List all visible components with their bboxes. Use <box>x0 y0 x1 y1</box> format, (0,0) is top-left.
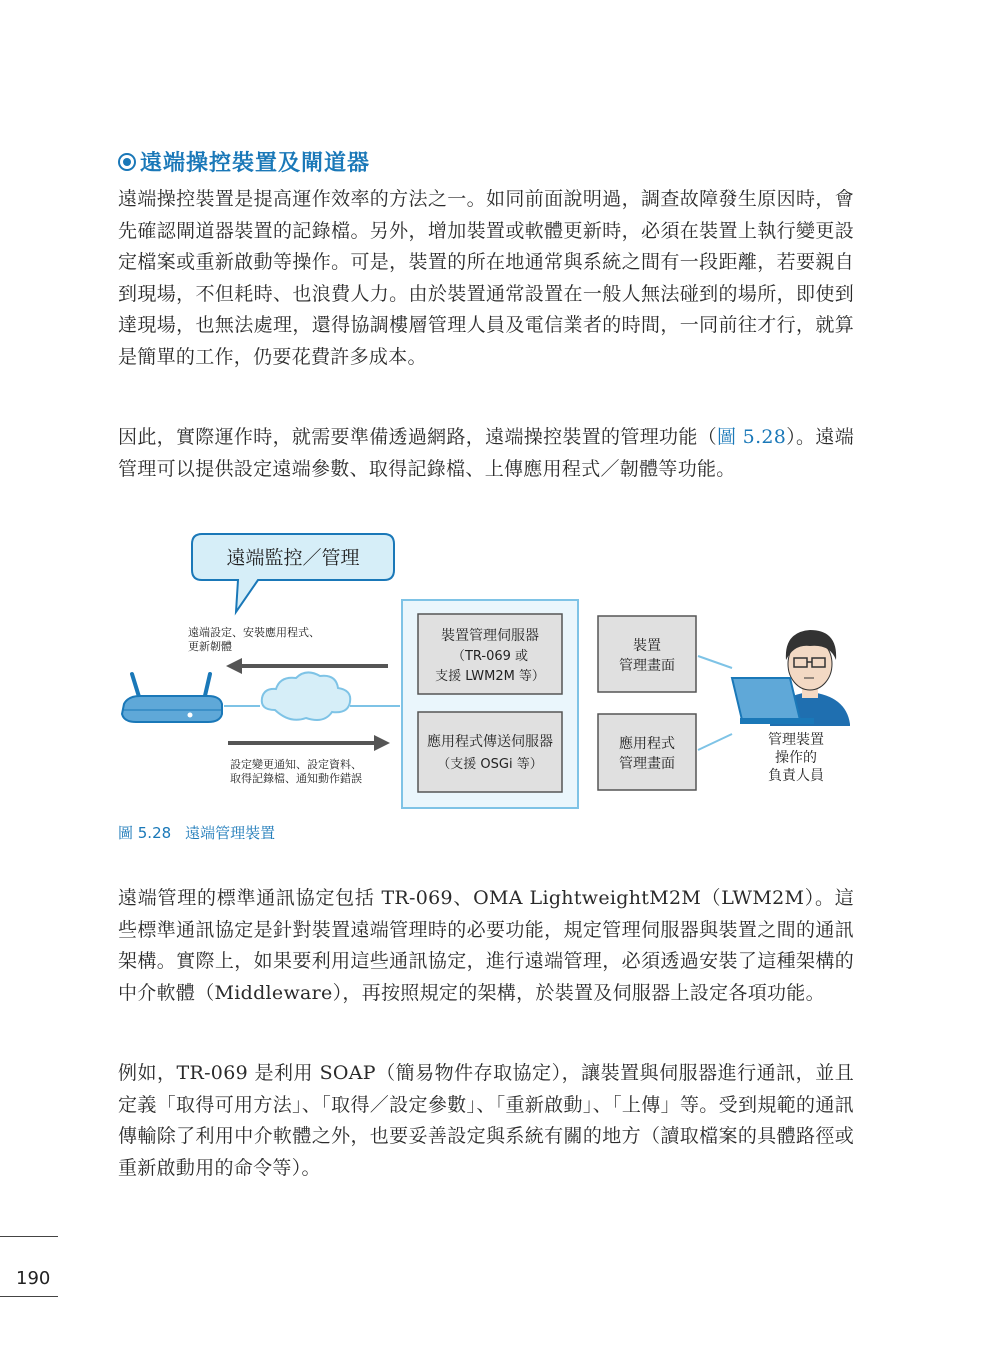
page-rule-bottom <box>0 1296 58 1297</box>
section-heading-text: 遠端操控裝置及閘道器 <box>140 151 371 176</box>
server2-line-1: 應用程式傳送伺服器 <box>427 734 553 750</box>
paragraph-3: 遠端管理的標準通訊協定包括 TR-069、OMA LightweightM2M（LWM2M）。這些標準通訊協定是針對裝置遠端管理時的必要功能，規定管理伺服器與裝置之間的通訊架構。實際上，如果要利用這些通訊協定，進行遠端管理，必須透過安裝了這種架構的中介軟體（Middleware），再按照規定的架構，於裝置及伺服器上設定各項功能。 <box>118 887 854 1004</box>
server1-line-1: 裝置管理伺服器 <box>441 628 539 644</box>
screen2-line-1: 應用程式 <box>619 736 675 752</box>
arrow-right-icon <box>228 735 390 751</box>
cloud-icon <box>262 672 350 720</box>
bubble-text: 遠端監控／管理 <box>226 547 360 569</box>
server1-line-3: 支援 LWM2M 等） <box>435 669 545 684</box>
arrow-left-label-1: 遠端設定、安裝應用程式、 <box>188 626 320 639</box>
person-label-1: 管理裝置 <box>768 732 824 748</box>
server1-line-2: （TR-069 或 <box>451 649 529 664</box>
figure-caption-title: 遠端管理裝置 <box>185 824 276 842</box>
section-heading <box>118 146 370 177</box>
paragraph-2 <box>118 422 854 485</box>
figure-caption-number: 圖 5.28 <box>118 824 172 842</box>
paragraph-4: 例如，TR-069 是利用 SOAP（簡易物件存取協定），讓裝置與伺服器進行通訊，並且定義「取得可用方法」、「取得／設定參數」、「重新啟動」、「上傳」等。受到規範的通訊傳輸除了利用中介軟體之外，也要妥善設定與系統有關的地方（讀取檔案的具體路徑或重新啟動用的命令等）。 <box>118 1062 854 1179</box>
page-number: 190 <box>16 1268 51 1289</box>
figure-remote-management <box>110 528 870 818</box>
arrow-right-label-1: 設定變更通知、設定資料、 <box>230 758 362 771</box>
bullet-icon <box>118 153 136 171</box>
speech-bubble <box>192 534 394 612</box>
figure-caption <box>118 822 289 843</box>
router-icon <box>122 674 222 722</box>
screen1-line-2: 管理畫面 <box>619 658 675 674</box>
operator-icon <box>732 630 850 726</box>
person-label-2: 操作的 <box>775 750 817 766</box>
application-delivery-server <box>418 712 562 792</box>
paragraph-1: 遠端操控裝置是提高運作效率的方法之一。如同前面說明過，調查故障發生原因時，會先確認閘道器裝置的記錄檔。另外，增加裝置或軟體更新時，必須在裝置上執行變更設定檔案或重新啟動等操作。可是，裝置的所在地通常與系統之間有一段距離，若要親自到現場，不但耗時、也浪費人力。由於裝置通常設置在一般人無法碰到的場所，即使到達現場，也無法處理，還得協調樓層管理人員及電信業者的時間，一同前往才行，就算是簡單的工作，仍要花費許多成本。 <box>118 188 854 368</box>
screen1-line-1: 裝置 <box>633 638 661 654</box>
person-label-3: 負責人員 <box>768 768 824 784</box>
figure-reference-link[interactable]: 圖 5.28 <box>717 426 787 448</box>
application-management-screen <box>598 714 696 790</box>
arrow-right-label-2: 取得記錄檔、通知動作錯誤 <box>230 772 362 785</box>
paragraph-2-text-a: 因此，實際運作時，就需要準備透過網路，遠端操控裝置的管理功能（ <box>118 426 717 448</box>
screen2-line-2: 管理畫面 <box>619 756 675 772</box>
server2-line-2: （支援 OSGi 等） <box>437 757 543 772</box>
arrow-left-label-2: 更新韌體 <box>188 640 232 653</box>
device-management-screen <box>598 616 696 692</box>
page-rule-top <box>0 1236 58 1237</box>
paragraph-2-text-b: ）。遠端管理可以提供設定遠端參數、取得記錄檔、上傳應用程式／韌體等功能。 <box>118 426 854 480</box>
